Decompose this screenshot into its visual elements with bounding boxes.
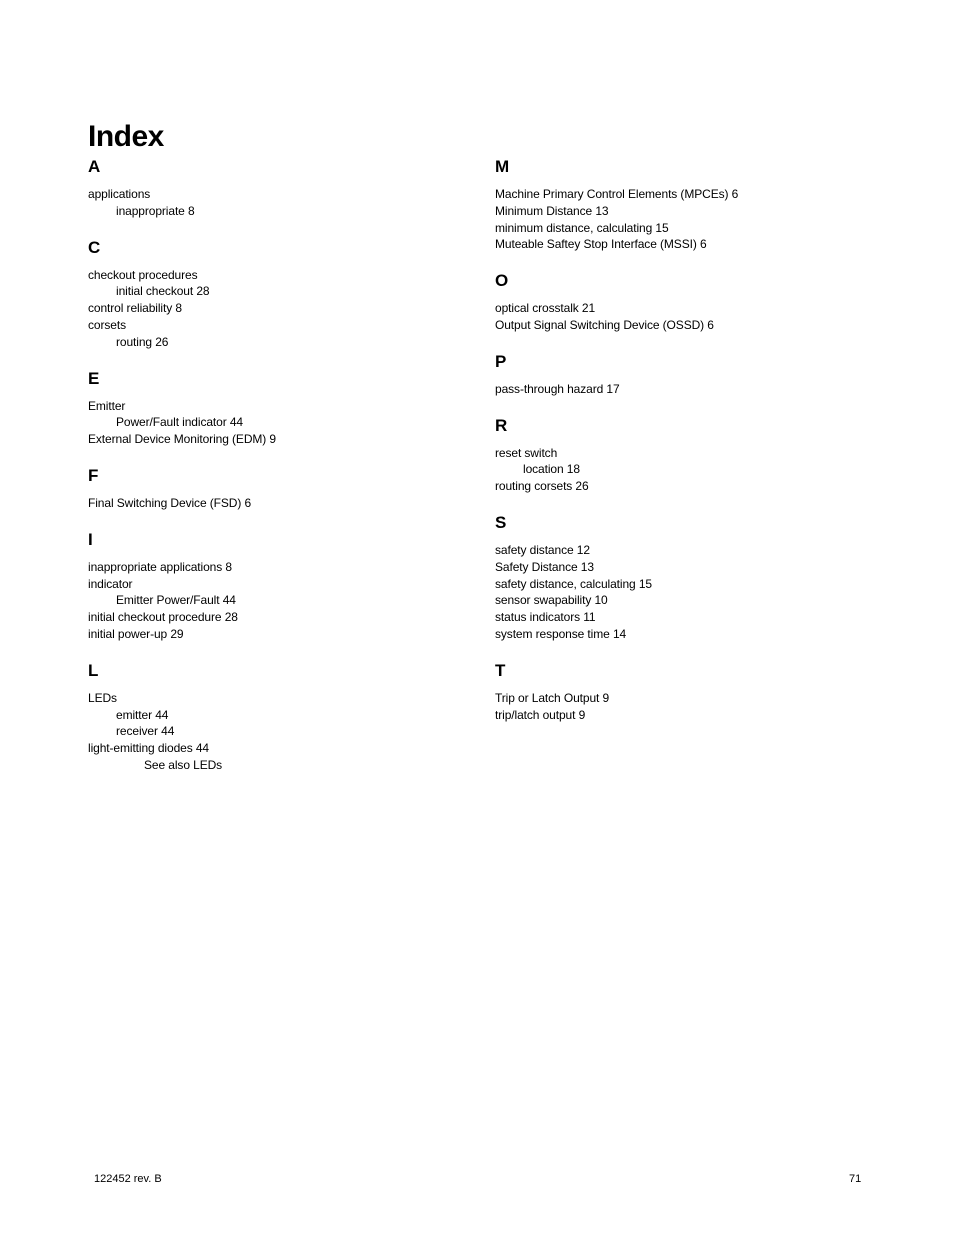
index-entry-list: [88, 495, 468, 512]
section-letter-heading: A: [88, 157, 101, 176]
index-entry: pass-through hazard 17: [495, 381, 620, 396]
index-section-t: [495, 660, 895, 724]
index-entry: emitter 44: [116, 707, 169, 722]
index-entry: Minimum Distance 13: [495, 203, 609, 218]
section-letter-heading: M: [495, 157, 510, 176]
section-letter-heading: E: [88, 368, 100, 388]
index-section-l: [88, 660, 468, 774]
index-entry: Safety Distance 13: [495, 559, 594, 574]
index-entry: LEDs: [88, 690, 117, 705]
index-section-c: [88, 237, 468, 351]
footer-doc-number: 122452 rev. B: [94, 1173, 162, 1185]
index-section-r: [495, 415, 895, 495]
index-entry-list: [495, 445, 895, 495]
index-entry: safety distance, calculating 15: [495, 576, 652, 591]
index-entry-list: [88, 559, 468, 643]
index-entry: sensor swapability 10: [495, 593, 608, 608]
index-section-f: [88, 465, 468, 512]
index-entry-list: [495, 690, 895, 724]
index-entry: Output Signal Switching Device (OSSD) 6: [495, 317, 714, 332]
section-letter-heading: I: [88, 529, 93, 549]
section-letter-heading: L: [88, 660, 99, 680]
index-entry: routing 26: [116, 334, 169, 349]
index-section-e: [88, 368, 468, 448]
index-section-p: [495, 351, 895, 398]
index-entry: checkout procedures: [88, 267, 198, 282]
index-section-i: [88, 529, 468, 643]
section-letter-heading: T: [495, 660, 506, 680]
index-entry: safety distance 12: [495, 542, 590, 557]
index-entry-list: [495, 381, 895, 398]
section-letter-heading: R: [495, 415, 508, 435]
index-entry: receiver 44: [116, 724, 175, 739]
index-entry: See also LEDs: [144, 757, 223, 772]
index-section-s: [495, 512, 895, 643]
index-entry: Machine Primary Control Elements (MPCEs) 6: [495, 187, 739, 201]
index-entry: control reliability 8: [88, 301, 182, 316]
index-column-right: [495, 156, 895, 740]
index-entry-list: [495, 300, 895, 334]
section-letter-heading: O: [495, 271, 509, 291]
index-entry: indicator: [88, 576, 133, 591]
index-entry: Final Switching Device (FSD) 6: [88, 495, 252, 510]
index-section-a: [88, 156, 468, 220]
index-entry: status indicators 11: [495, 610, 596, 625]
index-entry: Emitter Power/Fault 44: [116, 593, 236, 608]
index-entry-list: [495, 542, 895, 643]
index-entry: inappropriate 8: [116, 203, 195, 218]
section-letter-heading: P: [495, 351, 507, 371]
index-section-o: [495, 270, 895, 334]
index-entry: minimum distance, calculating 15: [495, 220, 669, 235]
index-entry: reset switch: [495, 445, 558, 460]
index-section-m: [495, 156, 895, 253]
index-entry: light-emitting diodes 44: [88, 741, 210, 756]
index-entry: corsets: [88, 317, 126, 332]
index-entry: Emitter: [88, 398, 126, 413]
index-entry: trip/latch output 9: [495, 707, 586, 722]
index-entry: applications: [88, 187, 151, 201]
index-entry: initial checkout 28: [116, 284, 210, 299]
index-entry-list: [88, 186, 468, 220]
section-letter-heading: S: [495, 512, 507, 532]
index-entry-list: [88, 398, 468, 448]
index-entry: Power/Fault indicator 44: [116, 415, 243, 430]
page-title: Index: [88, 120, 164, 153]
index-entry: inappropriate applications 8: [88, 559, 232, 574]
index-entry: system response time 14: [495, 626, 627, 641]
index-entry-list: [88, 690, 468, 774]
index-entry: Trip or Latch Output 9: [495, 690, 610, 705]
index-entry: Muteable Saftey Stop Interface (MSSI) 6: [495, 237, 707, 252]
index-entry: optical crosstalk 21: [495, 301, 596, 316]
section-letter-heading: F: [88, 465, 99, 485]
index-entry: location 18: [523, 462, 580, 477]
section-letter-heading: C: [88, 237, 101, 257]
index-entry: initial power-up 29: [88, 626, 184, 641]
index-entry: External Device Monitoring (EDM) 9: [88, 432, 276, 447]
index-entry-list: [88, 267, 468, 351]
footer-page-number: 71: [849, 1173, 862, 1185]
index-entry: initial checkout procedure 28: [88, 610, 238, 625]
index-entry-list: [495, 186, 895, 253]
index-entry: routing corsets 26: [495, 479, 589, 494]
index-column-left: [88, 156, 468, 791]
